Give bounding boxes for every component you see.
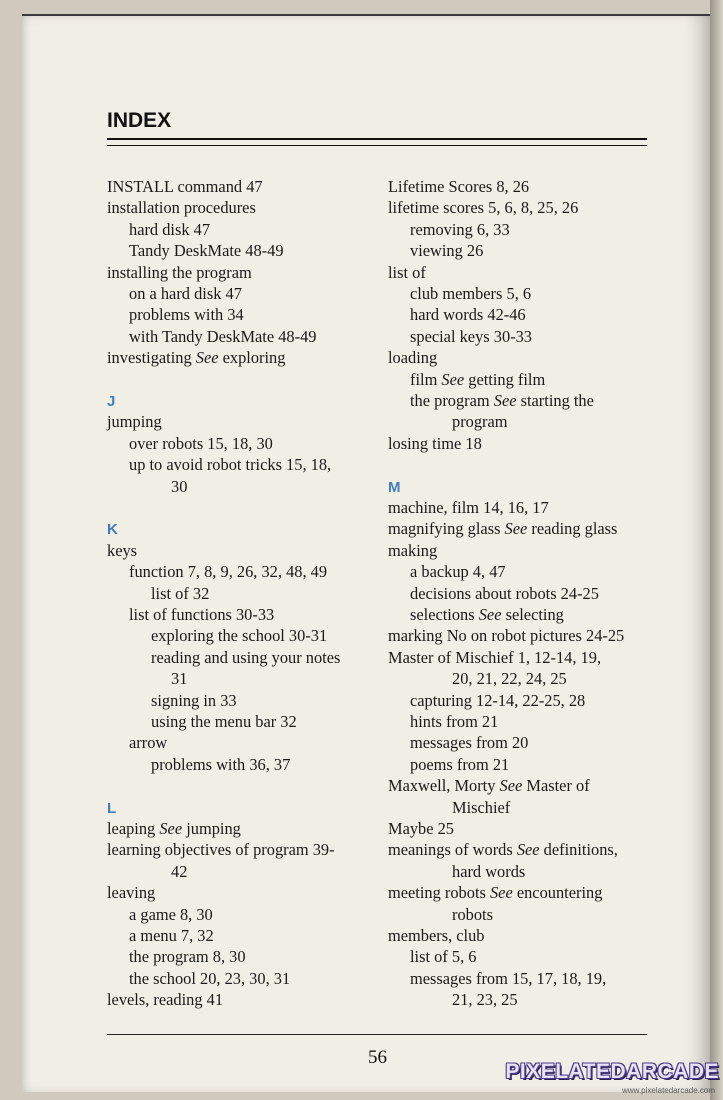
title-rule-thin <box>107 145 647 146</box>
index-subentry: decisions about robots 24-25 <box>410 583 599 603</box>
index-entry: installation procedures <box>107 198 256 218</box>
index-subentry: the program See starting the <box>410 391 594 410</box>
index-subentry: list of functions 30-33 <box>129 605 275 624</box>
index-entry: meanings of words See definitions, <box>388 840 618 860</box>
index-entry: losing time 18 <box>388 433 482 453</box>
page-title: INDEX <box>107 109 172 132</box>
index-subentry: robots <box>452 904 493 924</box>
section-letter: K <box>107 521 118 539</box>
index-entry: meeting robots See encountering <box>388 883 603 903</box>
section-letter: J <box>107 393 116 410</box>
index-subentry: messages from 15, 17, 18, 19, <box>410 968 607 988</box>
index-subentry: problems with 36, 37 <box>151 754 291 774</box>
index-subentry: signing in 33 <box>151 690 237 710</box>
index-subentry: 30 <box>171 476 188 496</box>
index-subentry: using the menu bar 32 <box>151 712 297 731</box>
book-spine-edge <box>710 0 723 1100</box>
index-subentry: club members 5, 6 <box>410 284 532 303</box>
index-entry: learning objectives of program 39- <box>107 840 335 860</box>
index-entry: leaving <box>107 883 156 903</box>
index-subentry: hard words <box>452 861 526 881</box>
index-entry: jumping <box>107 412 162 432</box>
index-subentry: hints from 21 <box>410 712 499 731</box>
index-subentry: poems from 21 <box>410 754 510 774</box>
index-subentry: list of 32 <box>151 583 210 603</box>
index-entry: INSTALL command 47 <box>107 177 263 196</box>
index-subentry: 21, 23, 25 <box>452 990 518 1010</box>
index-entry: Maxwell, Morty See Master of <box>388 776 590 796</box>
index-subentry: viewing 26 <box>410 241 484 261</box>
index-entry: keys <box>107 540 138 560</box>
index-subentry: program <box>452 412 508 432</box>
index-entry: installing the program <box>107 262 252 282</box>
index-subentry: function 7, 8, 9, 26, 32, 48, 49 <box>129 562 328 582</box>
page-number: 56 <box>368 1047 387 1068</box>
index-subentry: problems with 34 <box>129 305 244 325</box>
index-entry: loading <box>388 348 438 368</box>
index-entry: magnifying glass See reading glass <box>388 519 618 539</box>
index-subentry: messages from 20 <box>410 733 529 753</box>
index-entry: Lifetime Scores 8, 26 <box>388 177 530 196</box>
footer-rule <box>107 1034 647 1035</box>
index-subentry: arrow <box>129 733 168 753</box>
index-subentry: Tandy DeskMate 48-49 <box>129 241 284 261</box>
index-entry: Master of Mischief 1, 12-14, 19, <box>388 647 602 667</box>
index-subentry: a backup 4, 47 <box>410 562 506 582</box>
index-subentry: reading and using your notes <box>151 647 341 667</box>
index-subentry: the school 20, 23, 30, 31 <box>129 968 291 988</box>
index-subentry: with Tandy DeskMate 48-49 <box>129 326 317 346</box>
index-subentry: Mischief <box>452 797 511 817</box>
index-subentry: film See getting film <box>410 369 546 389</box>
index-subentry: capturing 12-14, 22-25, 28 <box>410 690 586 710</box>
index-subentry: a menu 7, 32 <box>129 926 214 945</box>
index-entry: lifetime scores 5, 6, 8, 25, 26 <box>388 198 579 218</box>
index-subentry: over robots 15, 18, 30 <box>129 433 273 453</box>
index-subentry: up to avoid robot tricks 15, 18, <box>129 455 332 475</box>
index-subentry: hard disk 47 <box>129 219 211 239</box>
index-subentry: removing 6, 33 <box>410 219 510 239</box>
book-page <box>22 14 710 1092</box>
index-subentry: a game 8, 30 <box>129 904 213 924</box>
index-subentry: the program 8, 30 <box>129 947 246 967</box>
index-entry: levels, reading 41 <box>107 990 224 1010</box>
index-entry: machine, film 14, 16, 17 <box>388 498 549 517</box>
index-subentry: 31 <box>171 669 188 689</box>
section-letter: L <box>107 799 117 817</box>
section-letter: M <box>388 478 401 496</box>
index-subentry: 42 <box>171 861 188 881</box>
index-entry: marking No on robot pictures 24-25 <box>388 626 625 646</box>
index-subentry: 20, 21, 22, 24, 25 <box>452 669 567 689</box>
index-entry: list of <box>388 262 426 282</box>
index-subentry: on a hard disk 47 <box>129 284 242 303</box>
index-subentry: exploring the school 30-31 <box>151 626 328 646</box>
index-entry: investigating See exploring <box>107 348 286 368</box>
index-entry: members, club <box>388 926 485 945</box>
index-subentry: selections See selecting <box>410 605 564 624</box>
watermark-url: www.pixelatedarcade.com <box>622 1086 715 1095</box>
index-entry: Maybe 25 <box>388 819 455 838</box>
title-rule <box>107 138 647 140</box>
index-subentry: special keys 30-33 <box>410 326 532 346</box>
watermark-logo: PIXELATEDARCADE <box>505 1060 719 1083</box>
index-subentry: list of 5, 6 <box>410 947 477 967</box>
index-entry: leaping See jumping <box>107 819 241 838</box>
index-subentry: hard words 42-46 <box>410 305 526 325</box>
index-entry: making <box>388 540 438 560</box>
